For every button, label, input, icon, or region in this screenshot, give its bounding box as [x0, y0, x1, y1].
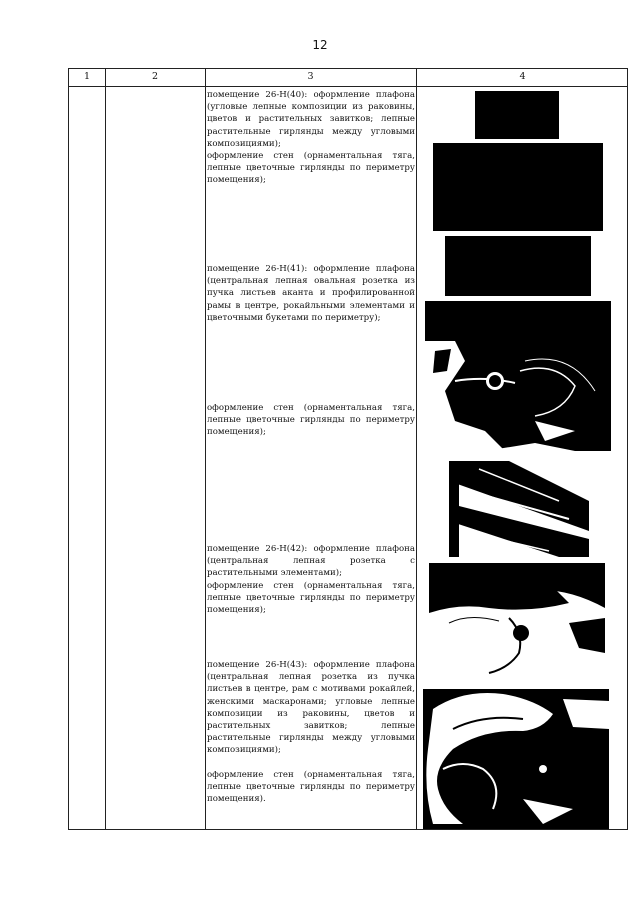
room-41-ceiling: помещение 26-Н(41): оформление плафона (центральная лепная овальная розетка из пучка листьев аканта и профилированной рамы в центре, рокайльными элементами и цветочными букетами по периметру); — [207, 264, 415, 323]
column-divider — [205, 69, 206, 829]
photo-room-40-walls — [445, 236, 591, 296]
photo-room-42-rosette — [429, 563, 605, 683]
entry-room-40 — [207, 89, 415, 187]
room-43-ceiling: помещение 26-Н(43): оформление плафона (центральная лепная розетка из пучка листьев в центре, рам с мотивами рокайлей, женскими маскаронами; угловые лепные композиции из раковины, цветов и растительных завитков; лепные растительные гирлянды между угловыми композициями); — [207, 660, 415, 756]
room-40-ceiling: помещение 26-Н(40): оформление плафона (угловые лепные композиции из раковины, цветов и растительных завитков; лепные растительные гирлянды между угловыми композициями); — [207, 90, 415, 149]
photo-room-41-walls — [449, 461, 589, 557]
room-40-walls: оформление стен (орнаментальная тяга, лепные цветочные гирлянды по периметру помещения); — [207, 151, 415, 186]
photo-room-43-ceiling — [423, 689, 609, 829]
header-col-4: 4 — [519, 71, 526, 82]
room-43-walls: оформление стен (орнаментальная тяга, лепные цветочные гирлянды по периметру помещения). — [207, 769, 415, 805]
entry-room-42 — [207, 543, 415, 616]
entry-room-41 — [207, 263, 415, 324]
photo-room-40-detail — [475, 91, 559, 139]
header-col-2: 2 — [151, 71, 159, 82]
photo-room-41-rosette — [425, 301, 611, 451]
header-divider — [69, 86, 627, 87]
room-42-walls: оформление стен (орнаментальная тяга, лепные цветочные гирлянды по периметру помещения); — [207, 580, 415, 616]
header-col-3: 3 — [307, 71, 314, 82]
header-col-1: 1 — [83, 71, 91, 82]
column-divider — [416, 69, 417, 829]
page-number: 12 — [312, 38, 328, 52]
monument-features-table — [68, 68, 628, 830]
room-41-walls: оформление стен (орнаментальная тяга, лепные цветочные гирлянды по периметру помещения); — [207, 403, 415, 438]
entry-room-43 — [207, 659, 415, 805]
column-divider — [105, 69, 106, 829]
photo-room-40-ceiling — [433, 143, 603, 231]
room-42-ceiling: помещение 26-Н(42): оформление плафона (центральная лепная розетка с растительными элементами); — [207, 544, 415, 579]
entry-room-41-walls — [207, 402, 415, 439]
